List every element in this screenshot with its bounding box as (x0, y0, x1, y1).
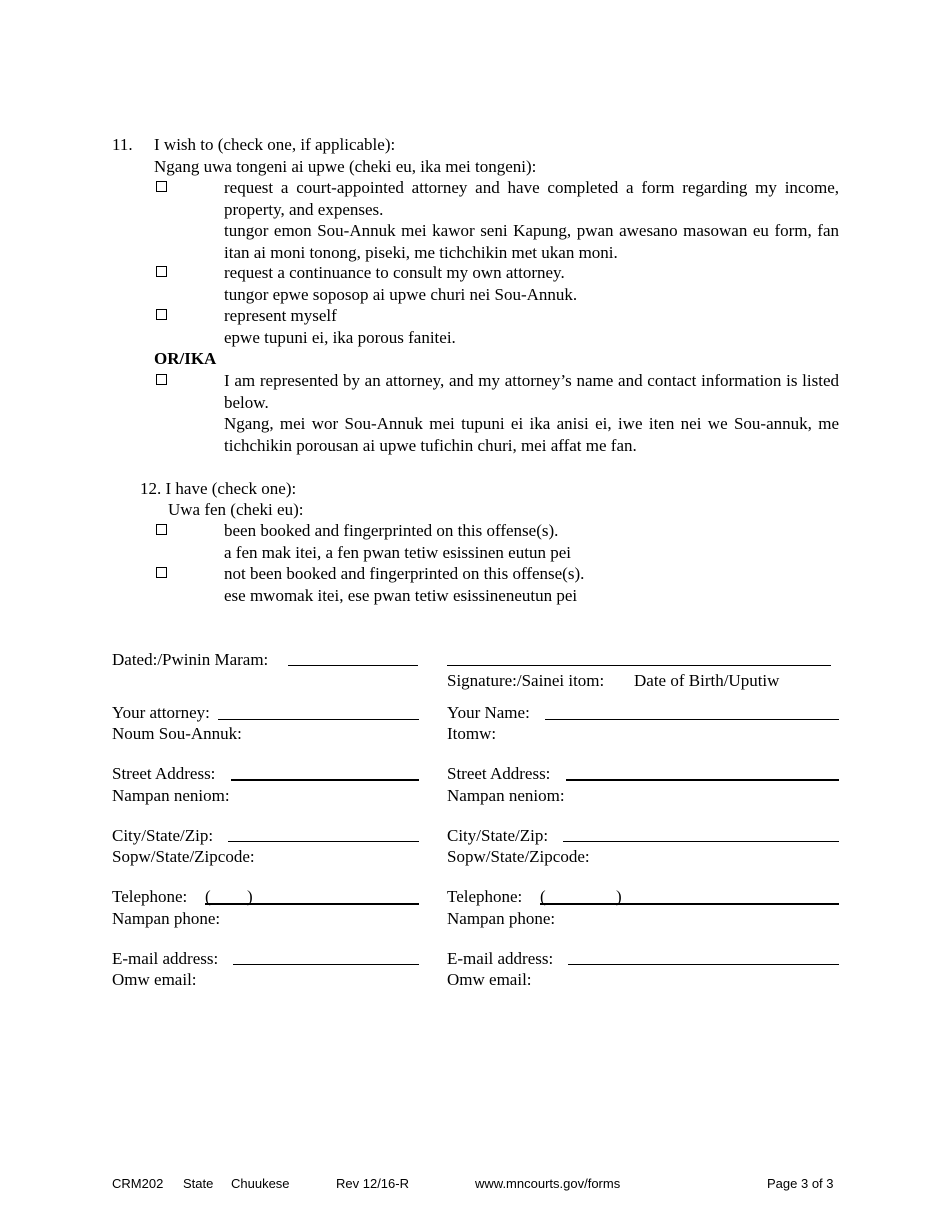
item-11-option-1-checkbox[interactable] (156, 181, 167, 192)
footer-page-number: Page 3 of 3 (767, 1176, 834, 1191)
footer-state: State (183, 1176, 214, 1191)
attorney-email-label-chuukese: Omw email: (112, 970, 197, 989)
your-name-label-chuukese: Itomw: (447, 724, 497, 743)
item-11-attorney-option-text-chuukese: Ngang, mei wor Sou-Annuk mei tupuni ei ika anisi ei, iwe iten nei we Sou-annuk, me tichchikin porousan ai upwe tufichin churi, mei affat me fan. (224, 414, 839, 455)
item-12-option-2-checkbox[interactable] (156, 567, 167, 578)
attorney-area-code-open: ( (205, 887, 211, 906)
attorney-street-field[interactable] (231, 779, 419, 781)
or-label: OR/IKA (154, 349, 217, 368)
self-street-label-chuukese: Nampan neniom: (447, 786, 565, 805)
self-area-code-close: ) (616, 887, 622, 906)
self-email-field[interactable] (568, 964, 839, 965)
date-of-birth-label: Date of Birth/Uputiw (634, 671, 780, 690)
attorney-city-label-chuukese: Sopw/State/Zipcode: (112, 847, 255, 866)
attorney-street-label-chuukese: Nampan neniom: (112, 786, 230, 805)
item-11-option-2-checkbox[interactable] (156, 266, 167, 277)
item-12-heading: 12. I have (check one): (140, 479, 297, 498)
item-11-number: 11. (112, 135, 133, 154)
item-11-option-1-text-chuukese: tungor emon Sou-Annuk mei kawor seni Kapung, pwan awesano masowan eu form, fan itan ai moni tonong, piseki, me tichchikin met ukan moni. (224, 221, 839, 262)
your-name-field[interactable] (545, 719, 839, 720)
item-11-option-3-text-chuukese: epwe tupuni ei, ika porous fanitei. (224, 327, 456, 347)
attorney-phone-label: Telephone: (112, 887, 188, 906)
footer-revision: Rev 12/16-R (336, 1176, 409, 1191)
self-city-field[interactable] (563, 841, 839, 842)
item-12-heading-chuukese: Uwa fen (cheki eu): (168, 500, 304, 519)
attorney-name-label: Your attorney: (112, 703, 210, 722)
item-12-option-1-text: been booked and fingerprinted on this offense(s). (224, 521, 559, 540)
footer-url[interactable]: www.mncourts.gov/forms (475, 1176, 621, 1191)
item-12-option-2-text-chuukese: ese mwomak itei, ese pwan tetiw esissineneutun pei (224, 585, 578, 605)
attorney-street-label: Street Address: (112, 764, 216, 783)
attorney-name-label-chuukese: Noum Sou-Annuk: (112, 724, 242, 743)
self-area-code-open: ( (540, 887, 546, 906)
self-email-label-chuukese: Omw email: (447, 970, 532, 989)
item-11-option-2-text: request a continuance to consult my own attorney. (224, 263, 565, 282)
item-11-attorney-option-text: I am represented by an attorney, and my attorney’s name and contact information is listed below. (224, 371, 839, 412)
self-phone-label-chuukese: Nampan phone: (447, 909, 556, 928)
attorney-name-field[interactable] (218, 719, 419, 720)
dated-field[interactable] (288, 665, 418, 666)
attorney-email-label: E-mail address: (112, 949, 219, 968)
item-11-option-3-text: represent myself (224, 306, 337, 325)
item-11-attorney-option-checkbox[interactable] (156, 374, 167, 385)
footer-language: Chuukese (231, 1176, 290, 1191)
attorney-phone-label-chuukese: Nampan phone: (112, 909, 221, 928)
attorney-area-code-close: ) (247, 887, 253, 906)
self-street-field[interactable] (566, 779, 839, 781)
self-phone-field[interactable] (540, 903, 839, 905)
item-12-option-1-checkbox[interactable] (156, 524, 167, 535)
footer-form-id: CRM202 (112, 1176, 164, 1191)
self-phone-label: Telephone: (447, 887, 523, 906)
attorney-city-field[interactable] (228, 841, 419, 842)
self-email-label: E-mail address: (447, 949, 554, 968)
self-city-label-chuukese: Sopw/State/Zipcode: (447, 847, 590, 866)
item-12-option-2-text: not been booked and fingerprinted on this offense(s). (224, 564, 585, 583)
dated-label: Dated:/Pwinin Maram: (112, 650, 269, 669)
self-city-label: City/State/Zip: (447, 826, 549, 845)
self-street-label: Street Address: (447, 764, 551, 783)
signature-field[interactable] (447, 665, 831, 666)
signature-label: Signature:/Sainei itom: (447, 671, 605, 690)
your-name-label: Your Name: (447, 703, 530, 722)
item-11-heading-chuukese: Ngang uwa tongeni ai upwe (cheki eu, ika mei tongeni): (154, 157, 537, 176)
item-11-option-3-checkbox[interactable] (156, 309, 167, 320)
item-11-heading: I wish to (check one, if applicable): (154, 135, 396, 154)
item-11-option-2-text-chuukese: tungor epwe soposop ai upwe churi nei Sou-Annuk. (224, 284, 578, 304)
item-12-option-1-text-chuukese: a fen mak itei, a fen pwan tetiw esissinen eutun pei (224, 542, 571, 562)
attorney-email-field[interactable] (233, 964, 419, 965)
attorney-city-label: City/State/Zip: (112, 826, 214, 845)
attorney-phone-field[interactable] (205, 903, 419, 905)
item-11-option-1-text: request a court-appointed attorney and have completed a form regarding my income, property, and expenses. (224, 178, 839, 219)
